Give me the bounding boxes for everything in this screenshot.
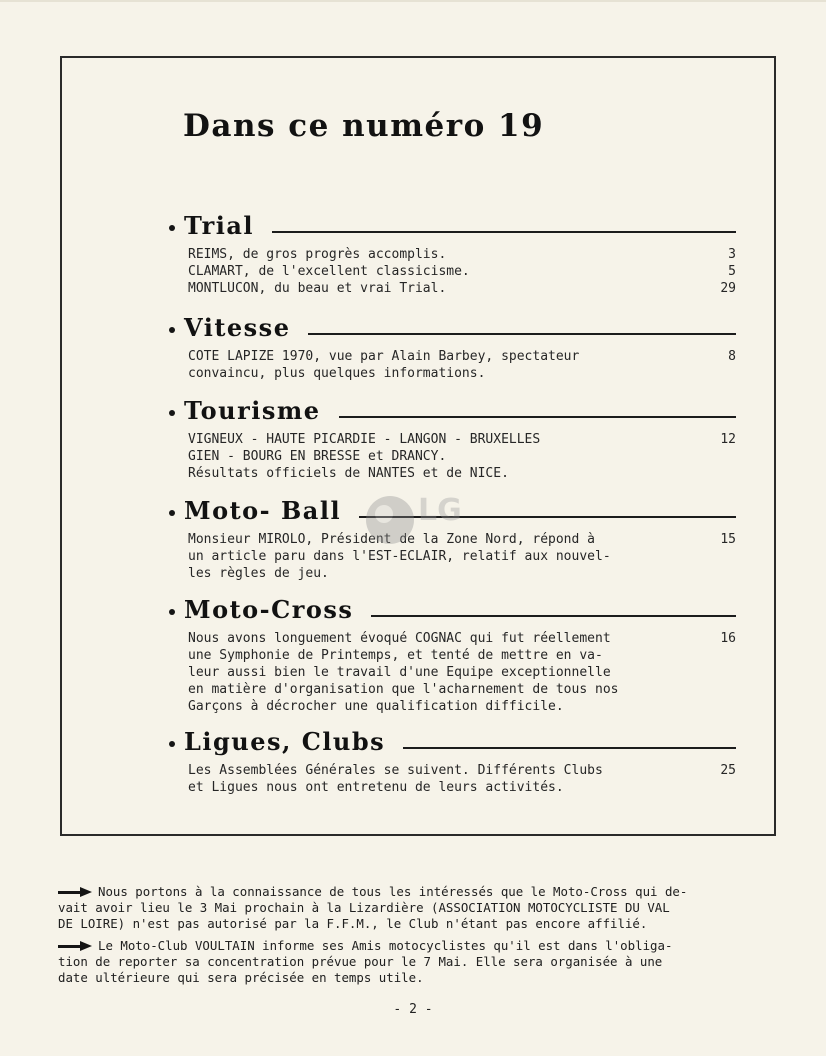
heading-rule xyxy=(339,416,737,418)
section-heading: Moto- Ball xyxy=(184,495,342,525)
entry-text: CLAMART, de l'excellent classicisme. xyxy=(188,264,470,279)
heading-rule xyxy=(308,333,736,335)
entry-text: VIGNEUX - HAUTE PICARDIE - LANGON - BRUXELLES GIEN - BOURG EN BRESSE et DRANCY. Résultats officiels de NANTES et de NICE. xyxy=(188,432,541,481)
toc-entry xyxy=(169,431,736,482)
section-heading: Tourisme xyxy=(184,395,321,425)
notice-text: Le Moto-Club VOULTAIN informe ses Amis motocyclistes qu'il est dans l'obliga- tion de reporter sa concentration prévue pour le 7 Mai. Elle sera organisée à une date ultérieure qui sera précisée en temps utile. xyxy=(58,938,673,985)
toc-entry xyxy=(169,762,736,796)
entry-list xyxy=(169,762,736,796)
arrow-right-icon xyxy=(58,888,92,897)
toc-entry xyxy=(169,630,736,715)
entry-text: MONTLUCON, du beau et vrai Trial. xyxy=(188,281,447,296)
heading-rule xyxy=(272,231,736,233)
heading-rule xyxy=(371,615,736,617)
bullet-icon xyxy=(169,741,175,747)
bullet-icon xyxy=(169,327,175,333)
entry-page-number: 29 xyxy=(720,281,736,296)
section-heading: Moto-Cross xyxy=(184,594,354,624)
entry-page-number: 5 xyxy=(728,264,736,279)
notice-paragraph xyxy=(58,938,778,986)
heading-rule xyxy=(359,516,736,518)
section-moto-ball xyxy=(169,493,736,582)
section-header xyxy=(169,310,736,344)
section-heading: Ligues, Clubs xyxy=(184,726,386,756)
section-moto-cross xyxy=(169,592,736,715)
section-tourisme xyxy=(169,393,736,482)
toc-entry xyxy=(169,263,736,280)
entry-page-number: 12 xyxy=(720,432,736,447)
notice-text: Nous portons à la connaissance de tous les intéressés que le Moto-Cross qui de- vait avoir lieu le 3 Mai prochain à la Lizardière (ASSOCIATION MOTOCYCLISTE DU VAL DE LOIRE) n'est pas autorisé par la F.F.M., le Club n'étant pas encore affilié. xyxy=(58,884,688,931)
entry-list xyxy=(169,531,736,582)
entry-list xyxy=(169,431,736,482)
section-trial xyxy=(169,208,736,297)
table-of-contents-box xyxy=(60,56,776,836)
toc-entry xyxy=(169,280,736,297)
watermark-text: LG xyxy=(418,493,462,528)
bullet-icon xyxy=(169,510,175,516)
notices xyxy=(58,884,778,992)
section-header xyxy=(169,208,736,242)
entry-page-number: 16 xyxy=(720,631,736,646)
bullet-icon xyxy=(169,225,175,231)
arrow-right-icon xyxy=(58,942,92,951)
entry-text: Nous avons longuement évoqué COGNAC qui fut réellement une Symphonie de Printemps, et tenté de mettre en va- leur aussi bien le travail d'une Equipe exceptionnelle en matière d'organisation que l'acharnement de tous nos Garçons à décrocher une qualification difficile. xyxy=(188,631,619,714)
bullet-icon xyxy=(169,609,175,615)
entry-text: REIMS, de gros progrès accomplis. xyxy=(188,247,447,262)
entry-list xyxy=(169,348,736,382)
entry-text: COTE LAPIZE 1970, vue par Alain Barbey, spectateur convaincu, plus quelques informations. xyxy=(188,349,580,381)
section-header xyxy=(169,592,736,626)
toc-entry xyxy=(169,246,736,263)
notice-paragraph xyxy=(58,884,778,932)
entry-text: Les Assemblées Générales se suivent. Différents Clubs et Ligues nous ont entretenu de leurs activités. xyxy=(188,763,603,795)
heading-rule xyxy=(403,747,736,749)
toc-entry xyxy=(169,348,736,382)
page-number: - 2 - xyxy=(393,1002,433,1017)
section-header xyxy=(169,724,736,758)
toc-entry xyxy=(169,531,736,582)
section-header xyxy=(169,493,736,527)
page-title: Dans ce numéro 19 xyxy=(183,108,545,144)
section-header xyxy=(169,393,736,427)
section-heading: Trial xyxy=(184,210,255,240)
entry-page-number: 25 xyxy=(720,763,736,778)
section-heading: Vitesse xyxy=(184,312,291,342)
section-vitesse xyxy=(169,310,736,382)
entry-page-number: 15 xyxy=(720,532,736,547)
section-ligues-clubs xyxy=(169,724,736,796)
entry-list xyxy=(169,630,736,715)
entry-text: Monsieur MIROLO, Président de la Zone Nord, répond à un article paru dans l'EST-ECLAIR, relatif aux nouvel- les règles de jeu. xyxy=(188,532,611,581)
entry-page-number: 8 xyxy=(728,349,736,364)
entry-list xyxy=(169,246,736,297)
entry-page-number: 3 xyxy=(728,247,736,262)
bullet-icon xyxy=(169,410,175,416)
